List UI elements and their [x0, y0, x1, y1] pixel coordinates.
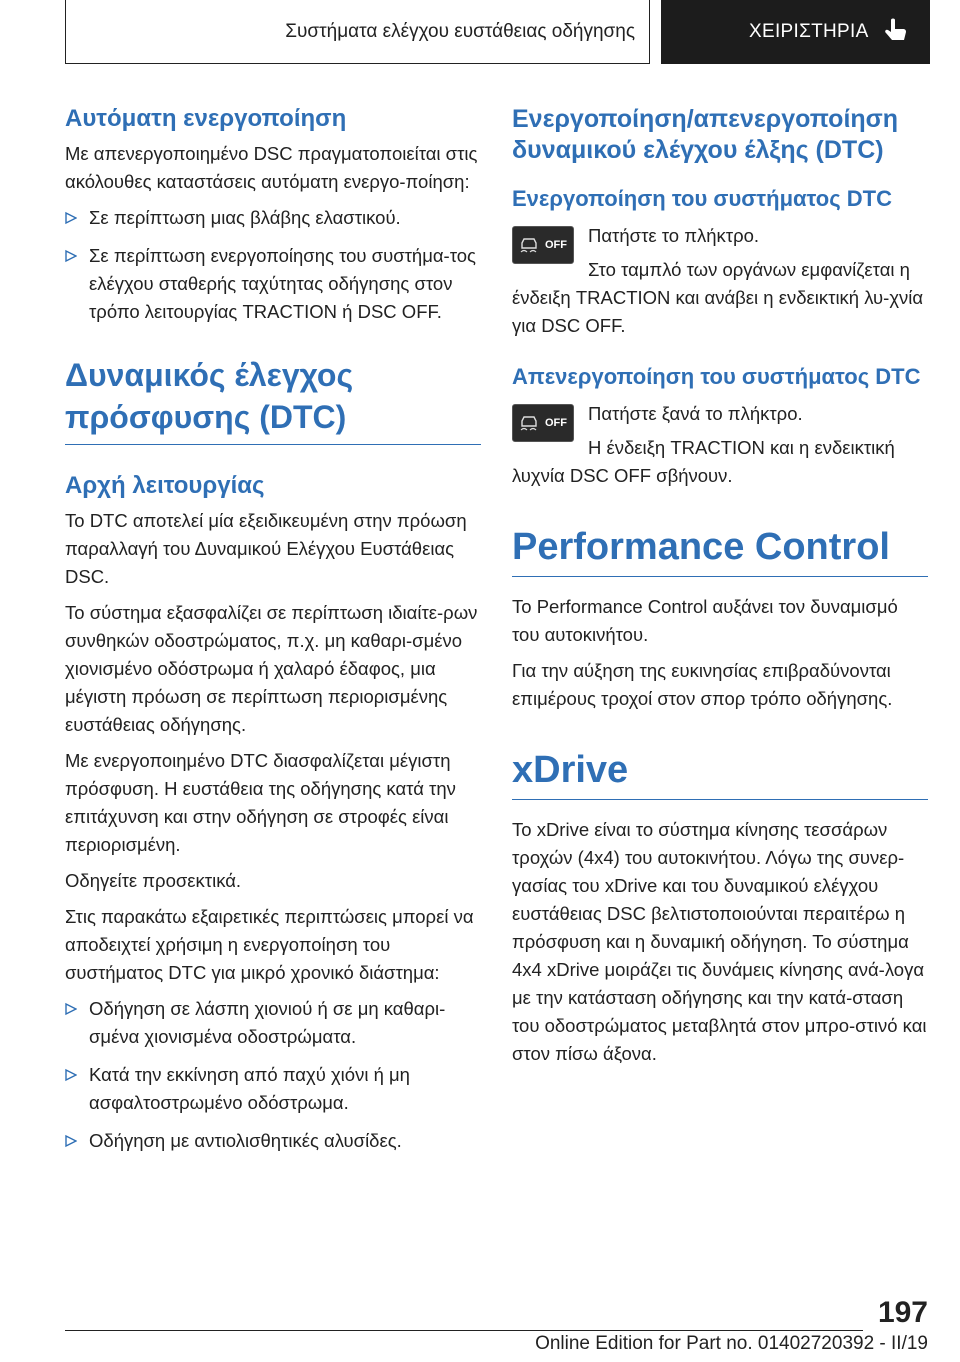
list-item: Σε περίπτωση μιας βλάβης ελαστικού.: [65, 204, 481, 232]
auto-activation-heading: Αυτόματη ενεργοποίηση: [65, 105, 347, 132]
activate-result: Στο ταμπλό των οργάνων εμφανίζεται η ένδειξη TRACTION και ανάβει η ενδεικτική λυ‐χνία για DSC OFF.: [512, 259, 924, 336]
right-column: [512, 104, 928, 1068]
deactivate-result: Η ένδειξη TRACTION και η ενδεικτική λυχνία DSC OFF σβήνουν.: [512, 437, 895, 486]
xdrive-paragraph: Το xDrive είναι το σύστημα κίνησης τεσσάρων τροχών (4x4) του αυτοκινήτου. Λόγω της συνερ‐γασίας του xDrive και του δυναμικού ελέγχου ευστάθειας DSC βελτιστοποιούνται περαιτέρω η πρόσφυση και η δυναμική οδήγηση. Το σύστημα 4x4 xDrive μοιράζει τις δυνάμεις κίνησης ανά‐λογα με την κατάσταση οδήγησης και την κατά‐σταση του οδοστρώματος μεταβλητά στον μπρο‐στινό και στον πίσω άξονα.: [512, 819, 927, 1064]
performance-paragraph: Το Performance Control αυξάνει τον δυναμισμό του αυτοκινήτου.: [512, 596, 898, 645]
activate-dtc-heading: Ενεργοποίηση του συστήματος DTC: [512, 186, 892, 211]
principle-heading: Αρχή λειτουργίας: [65, 472, 265, 499]
list-item: Οδήγηση με αντιολισθητικές αλυσίδες.: [65, 1127, 481, 1155]
bullet-arrow-icon: [65, 998, 77, 1020]
performance-control-heading: Performance Control: [512, 524, 928, 577]
principle-paragraph: Το DTC αποτελεί μία εξειδικευμένη στην πρόωση παραλλαγή του Δυναμικού Ελέγχου Ευστάθειας DSC.: [65, 510, 467, 587]
list-item: Κατά την εκκίνηση από παχύ χιόνι ή μη ασφαλτοστρωμένο οδόστρωμα.: [65, 1061, 481, 1117]
performance-paragraph: Για την αύξηση της ευκινησίας επιβραδύνονται επιμέρους τροχοί στον σπορ τρόπο οδήγησης.: [512, 660, 893, 709]
list-item: Σε περίπτωση ενεργοποίησης του συστήμα‐τος ελέγχου σταθερής ταχύτητας οδήγησης στον τρόπο λειτουργίας TRACTION ή DSC OFF.: [65, 242, 481, 326]
auto-activation-text: Με απενεργοποιημένο DSC πραγματοποιείται στις ακόλουθες καταστάσεις αυτόματη ενεργο‐ποίηση:: [65, 143, 478, 192]
auto-activation-list: [65, 204, 481, 326]
deactivate-block: [512, 400, 928, 490]
principle-paragraph: Το σύστημα εξασφαλίζει σε περίπτωση ιδιαίτε‐ρων συνθηκών οδοστρώματος, π.χ. μη καθαρι‐σμένο χιονισμένο οδόστρωμα ή χαλαρό έδαφος, μια μέγιστη πρόωση σε περίπτωση περιορισμένης ευστάθειας οδήγησης.: [65, 602, 478, 735]
hand-pointer-icon: [883, 18, 909, 46]
button-label: OFF: [545, 417, 567, 429]
dtc-onoff-heading: Ενεργοποίηση/απενεργοποίηση δυναμικού ελέγχου έλξης (DTC): [512, 105, 899, 164]
bullet-arrow-icon: [65, 1130, 77, 1152]
page-number: 197: [877, 1296, 928, 1329]
exception-list: [65, 995, 481, 1155]
running-header: [65, 0, 650, 64]
dtc-off-button: [512, 226, 574, 264]
caution-note: Οδηγείτε προσεκτικά.: [65, 870, 242, 891]
chapter-tab[interactable]: [661, 0, 930, 64]
activate-block: [512, 222, 928, 340]
principle-paragraph: Στις παρακάτω εξαιρετικές περιπτώσεις μπορεί να αποδειχτεί χρήσιμη η ενεργοποίηση του συστήματος DTC για μικρό χρονικό διάστημα:: [65, 906, 474, 983]
dtc-off-button: [512, 404, 574, 442]
bullet-arrow-icon: [65, 207, 77, 229]
bullet-arrow-icon: [65, 1064, 77, 1086]
edition-footer: Online Edition for Part no. 01402720392 - II/19: [535, 1333, 928, 1354]
button-label: OFF: [545, 239, 567, 251]
left-column: [65, 104, 481, 1155]
chapter-label: ΧΕΙΡΙΣΤΗΡΙΑ: [749, 21, 869, 42]
car-skid-icon: [518, 234, 540, 256]
bullet-arrow-icon: [65, 245, 77, 267]
activate-step: Πατήστε το πλήκτρο.: [588, 225, 760, 246]
section-title: Συστήματα ελέγχου ευστάθειας οδήγησης: [285, 20, 635, 42]
deactivate-dtc-heading: Απενεργοποίηση του συστήματος DTC: [512, 364, 921, 389]
deactivate-step: Πατήστε ξανά το πλήκτρο.: [588, 403, 803, 424]
list-item: Οδήγηση σε λάσπη χιονιού ή σε μη καθαρι‐σμένα χιονισμένα οδοστρώματα.: [65, 995, 481, 1051]
xdrive-heading: xDrive: [512, 747, 928, 800]
dtc-section-heading: Δυναμικός έλεγχος πρόσφυσης (DTC): [65, 354, 481, 445]
footer-divider: [65, 1330, 863, 1331]
car-skid-icon: [518, 412, 540, 434]
principle-paragraph: Με ενεργοποιημένο DTC διασφαλίζεται μέγιστη πρόσφυση. Η ευστάθεια της οδήγησης κατά την επιτάχυνση και στην οδήγηση σε στροφές είναι περιορισμένη.: [65, 750, 456, 855]
